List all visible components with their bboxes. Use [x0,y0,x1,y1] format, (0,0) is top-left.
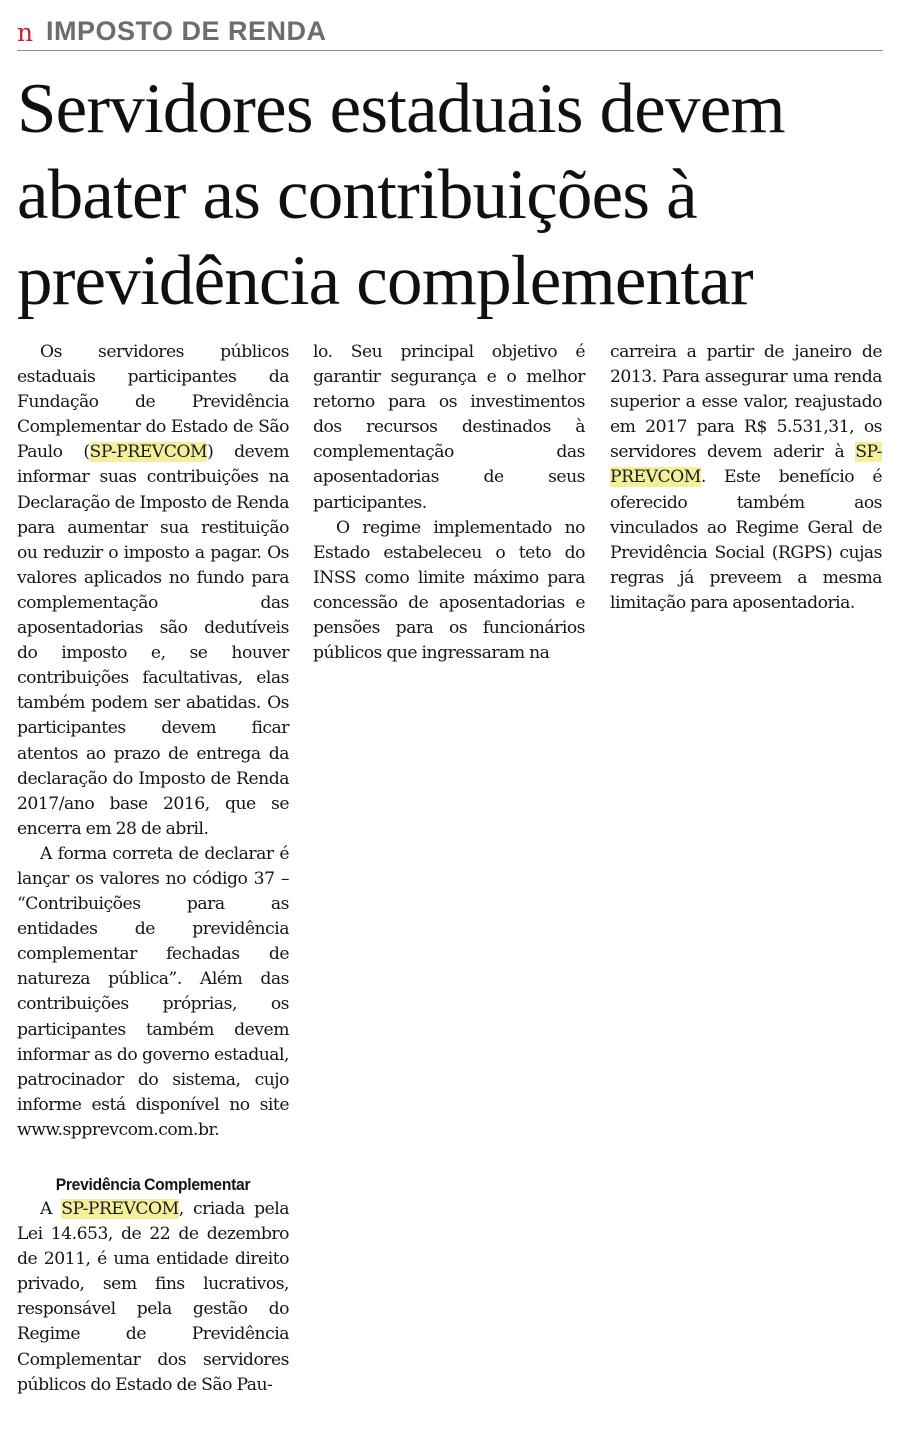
paragraph-regime-cont-end: . Este benefício é oferecido também aos vinculados ao Regime Geral de Previdência Social (RGPS) cujas regras já preveem a mesma limitação para aposentadoria. [610,467,882,613]
paragraph-regime-continued [610,340,882,616]
paragraph-regime: O regime implementado no Estado estabeleceu o teto do INSS como limite máximo para concessão de aposentadorias e pensões para os funcionários públicos que ingressaram na [313,517,585,664]
highlighted-term: SP-PREVCOM [610,442,882,488]
paragraph-intro-start: Os servidores públicos estaduais participantes da Fundação de Previdência Complementar do Estado de São Paulo ( [17,342,289,463]
article-column-3 [610,340,882,616]
paragraph-about-body: , criada pela Lei 14.653, de 22 de dezembro de 2011, é uma entidade direito privado, sem fins lucrativos, responsável pela gestão do Regime de Previdência Complementar dos servidores públicos do Estado de São Pau- [17,1199,289,1395]
section-marker: n [17,18,34,47]
article-headline: Servidores estaduais devem abater as contribuições à previdência complementar [17,70,785,320]
paragraph-about-lead: A [40,1199,62,1219]
highlighted-term: SP-PREVCOM [89,442,208,463]
article-column-2 [313,340,585,666]
highlighted-term: SP-PREVCOM [61,1199,179,1219]
article-column-1 [17,340,289,1398]
section-kicker [17,14,883,51]
paragraph-declaration: A forma correta de declarar é lançar os valores no código 37 – “Contribuições para as entidades de previdência complementar fechadas de natureza pública”. Além das contribuições próprias, os participantes também devem informar as do governo estadual, patrocinador do sistema, cujo informe está disponível no site www.spprevcom.com.br. [17,843,289,1140]
article-subheading: Previdência Complementar [55,1175,251,1194]
paragraph-regime-cont-start: carreira a partir de janeiro de 2013. Para assegurar uma renda superior a esse valor, reajustado em 2017 para R$ 5.531,31, os servidores devem aderir à [610,342,882,463]
section-label: IMPOSTO DE RENDA [46,16,327,46]
paragraph-about-start [17,1197,289,1398]
paragraph-intro [17,340,289,842]
paragraph-intro-end: ) devem informar suas contribuições na Declaração de Imposto de Renda para aumentar sua restituição ou reduzir o imposto a pagar. Os valores aplicados no fundo para complementação das aposentadorias são dedutíveis do imposto e, se houver contribuições facultativas, elas também podem ser abatidas. Os participantes devem ficar atentos ao prazo de entrega da declaração do Imposto de Renda 2017/ano base 2016, que se encerra em 28 de abril. [17,442,289,839]
paragraph-about-continued: lo. Seu principal objetivo é garantir segurança e o melhor retorno para os investimentos dos recursos destinados à complementação das aposentadorias de seus participantes. [313,342,585,513]
